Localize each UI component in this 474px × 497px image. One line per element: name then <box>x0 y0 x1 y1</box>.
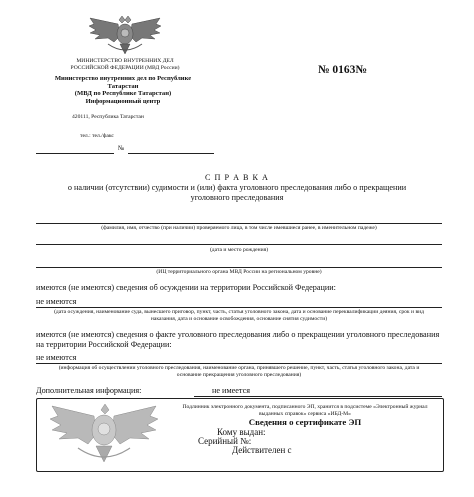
fio-line <box>36 223 442 224</box>
caption-line: наказания, дата и основание освобождения, основание снятия судимости) <box>150 315 328 322</box>
regional-line: Информационный центр <box>85 97 161 105</box>
prosecution-line <box>36 363 442 364</box>
document-title: С П Р А В К А <box>205 173 269 182</box>
mvd-emblem-certificate <box>48 402 160 466</box>
address: 420111, Республика Татарстан <box>72 114 144 120</box>
fio-line-2 <box>36 244 442 245</box>
outgoing-number-line <box>128 153 214 154</box>
certificate-note <box>170 404 440 417</box>
number-sign: № <box>118 145 125 152</box>
ministry-line: МИНИСТЕРСТВО ВНУТРЕННИХ ДЕЛ <box>76 58 174 64</box>
extra-info-line <box>194 396 442 397</box>
note-line: выданных справок» сервиса «ИБД-М» <box>259 410 351 417</box>
subtitle-line: уголовного преследования <box>190 192 284 202</box>
prosecution-caption <box>36 365 442 378</box>
certificate-title: Сведения о сертификате ЭП <box>248 417 362 427</box>
ministry-name <box>40 58 210 71</box>
caption-line: (информация об осуществлении уголовного преследования, наименование органа, принявшего решение, пункт, часть, статья уголовного закона, дата и <box>58 365 420 371</box>
prosecution-label <box>36 330 439 349</box>
fio-caption: (фамилия, имя, отчество (при наличии) проверяемого лица, в том числе имевшиеся ранее, в именительном падеже) <box>101 225 377 231</box>
birth-caption: (дата и место рождения) <box>209 247 269 253</box>
regional-ministry <box>28 75 218 105</box>
conviction-value: не имеются <box>36 297 77 306</box>
mvd-emblem-top <box>88 14 162 56</box>
ic-line <box>36 267 442 268</box>
caption-line: (дата осуждения, наименование суда, вынесшего приговор, пункт, часть, статья уголовного закона, дата и основание переквалификации деяния, срок и вид <box>54 309 424 315</box>
document-number: № 0163№ <box>318 64 367 76</box>
certificate-valid: Действителен с <box>232 445 292 455</box>
document-subtitle <box>37 183 437 202</box>
prosecution-value: не имеются <box>36 353 77 362</box>
outgoing-date-line <box>36 153 114 154</box>
conviction-caption <box>36 309 442 322</box>
phone: тел.: тел./факс <box>80 133 114 139</box>
conviction-line <box>36 307 442 308</box>
prosecution-label-line: на территории Российской Федерации: <box>36 339 172 349</box>
extra-info-label: Дополнительная информация: <box>36 386 142 395</box>
conviction-label: имеются (не имеются) сведения об осуждении на территории Российской Федерации: <box>36 283 336 292</box>
regional-line: Министерство внутренних дел по Республике <box>54 75 192 82</box>
caption-line: основание прекращения уголовного преследования) <box>176 371 302 378</box>
certificate-serial: Серийный №: <box>198 436 252 446</box>
prosecution-label-line: имеются (не имеются) сведения о факте уголовного преследования либо о прекращении уголовного преследования <box>36 330 440 339</box>
subtitle-line: о наличии (отсутствии) судимости и (или) факта уголовного преследования либо о прекращении <box>67 183 407 192</box>
ic-caption: (ИЦ территориального органа МВД России на региональном уровне) <box>156 269 322 275</box>
ministry-line: РОССИЙСКОЙ ФЕДЕРАЦИИ (МВД России) <box>70 64 180 71</box>
extra-info-value: не имеется <box>212 386 250 395</box>
regional-line: (МВД по Республике Татарстан) <box>74 90 172 98</box>
regional-line: Татарстан <box>107 82 139 90</box>
certificate-issued-to: Кому выдан: <box>217 427 266 437</box>
note-line: Подлинник электронного документа, подписанного ЭП, хранится в подсистеме «Электронный журнал <box>182 404 428 410</box>
